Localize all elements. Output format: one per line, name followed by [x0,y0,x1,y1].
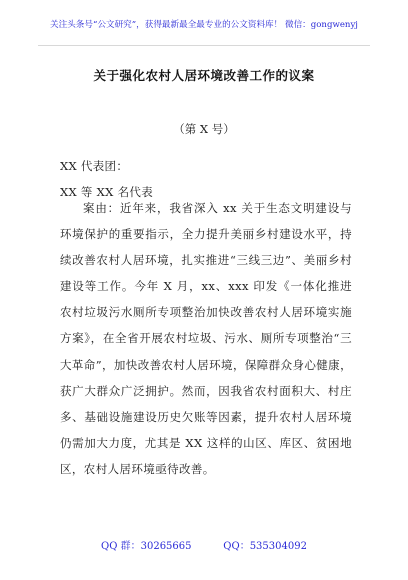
document-number: （第 X 号） [173,122,235,136]
body-paragraph: 案由：近年来，我省深入 xx 关于生态文明建设与环境保护的重要指示，全力提升美丽乡村建设水平，持续改善农村人居环境，扎实推进“三线三边”、美丽乡村建设等工作。今年 X 月，xx、xxx 印发《一体化推进农村垃圾污水厕所专项整治加快改善农村人居环境实施方案》，在全省开展农村垃圾、污水、厕所专项整治“三大革命”，加快改善农村人居环境，保障群众身心健康，获广大群众广泛拥护。然而，因我省农村面积大、村庄多、基础设施建设历史欠账等因素，提升农村人居环境仍需加大力度，尤其是 XX 这样的山区、库区、贫困地区，农村人居环境亟待改善。 [60,201,352,476]
header-notice: 关注头条号“公文研究”，获得最新最全最专业的公文资料库！ 微信：gongwenyj [50,20,358,30]
document-body [60,195,352,482]
proposer-line: XX 代表团： [60,159,129,173]
signers-line: XX 等 XX 名代表 [60,185,154,199]
document-title: 关于强化农村人居环境改善工作的议案 [93,68,315,83]
footer-contact: QQ 群：30265665 QQ：535304092 [101,541,307,552]
header-divider [38,45,370,46]
